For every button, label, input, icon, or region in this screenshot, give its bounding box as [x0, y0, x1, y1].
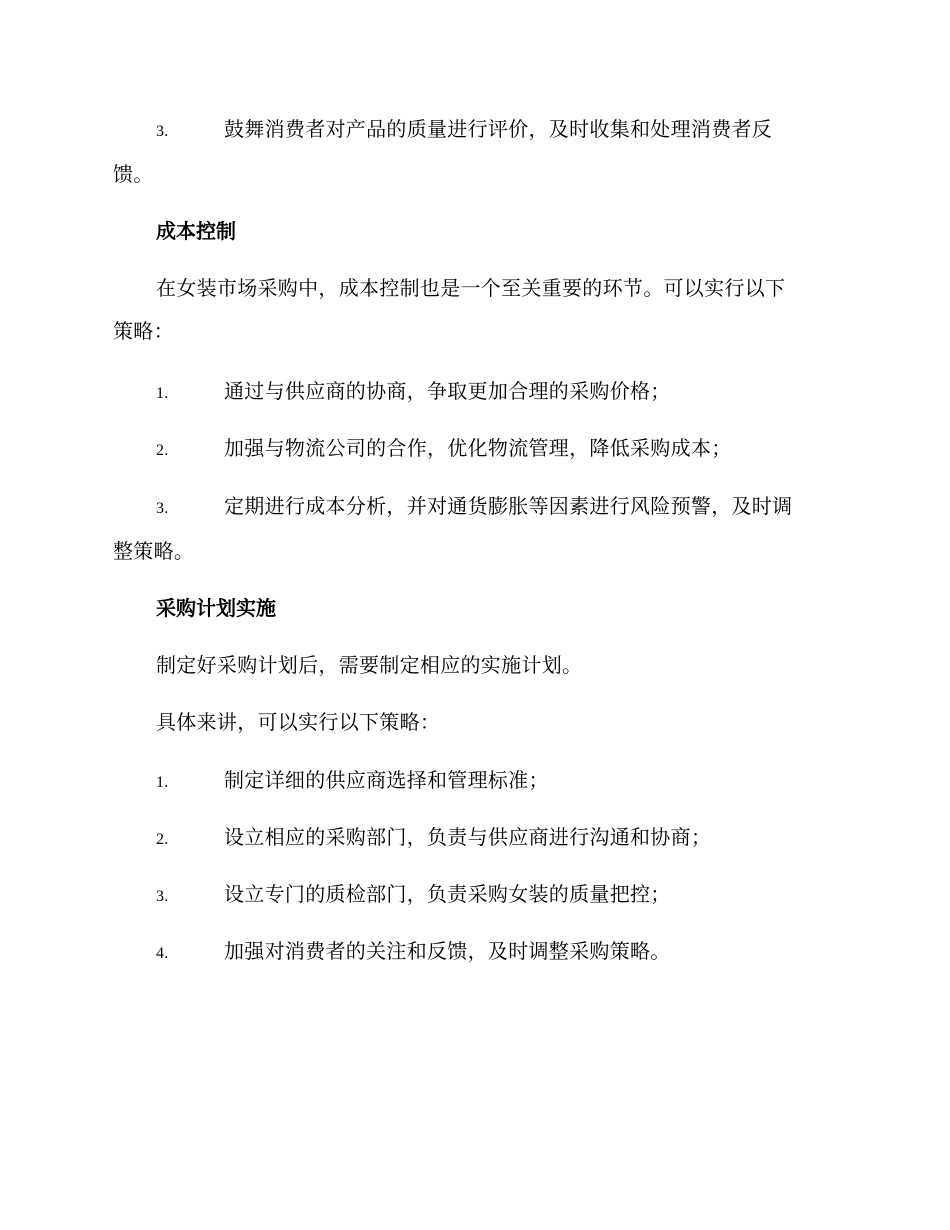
list-item	[113, 427, 835, 472]
paragraph-cost-intro	[113, 267, 835, 353]
list-number: 2.	[156, 831, 169, 848]
list-text: 鼓舞消费者对产品的质量进行评价，及时收集和处理消费者反	[224, 117, 773, 141]
list-number: 3.	[156, 888, 169, 905]
list-item	[113, 485, 835, 573]
list-text: 设立专门的质检部门，负责采购女装的质量把控；	[224, 882, 671, 906]
list-text: 设立相应的采购部门，负责与供应商进行沟通和协商；	[224, 825, 712, 849]
list-number: 2.	[156, 442, 169, 459]
list-item	[113, 816, 835, 861]
section-heading-cost: 成本控制	[156, 219, 236, 243]
list-item	[113, 370, 835, 415]
list-text-continued: 整策略。	[113, 539, 195, 563]
list-text: 加强对消费者的关注和反馈，及时调整采购策略。	[224, 939, 671, 963]
list-item	[113, 930, 835, 975]
list-text: 加强与物流公司的合作，优化物流管理，降低采购成本；	[224, 436, 732, 460]
list-text: 通过与供应商的协商，争取更加合理的采购价格；	[224, 379, 671, 403]
list-number: 1.	[156, 385, 169, 402]
list-text: 定期进行成本分析，并对通货膨胀等因素进行风险预警，及时调	[224, 494, 793, 518]
paragraph-plan-2: 具体来讲，可以实行以下策略：	[156, 710, 441, 734]
list-item	[113, 108, 835, 196]
list-item	[113, 873, 835, 918]
list-item	[113, 759, 835, 804]
list-text: 制定详细的供应商选择和管理标准；	[224, 768, 549, 792]
paragraph-line: 在女装市场采购中，成本控制也是一个至关重要的环节。可以实行以下	[156, 276, 786, 300]
list-number: 3.	[156, 500, 169, 517]
list-text-continued: 馈。	[113, 162, 154, 186]
section-heading-plan: 采购计划实施	[156, 596, 276, 620]
list-number: 4.	[156, 945, 169, 962]
list-number: 1.	[156, 774, 169, 791]
paragraph-plan-1: 制定好采购计划后，需要制定相应的实施计划。	[156, 653, 583, 677]
list-number: 3.	[156, 123, 169, 140]
paragraph-line: 策略：	[113, 319, 174, 343]
